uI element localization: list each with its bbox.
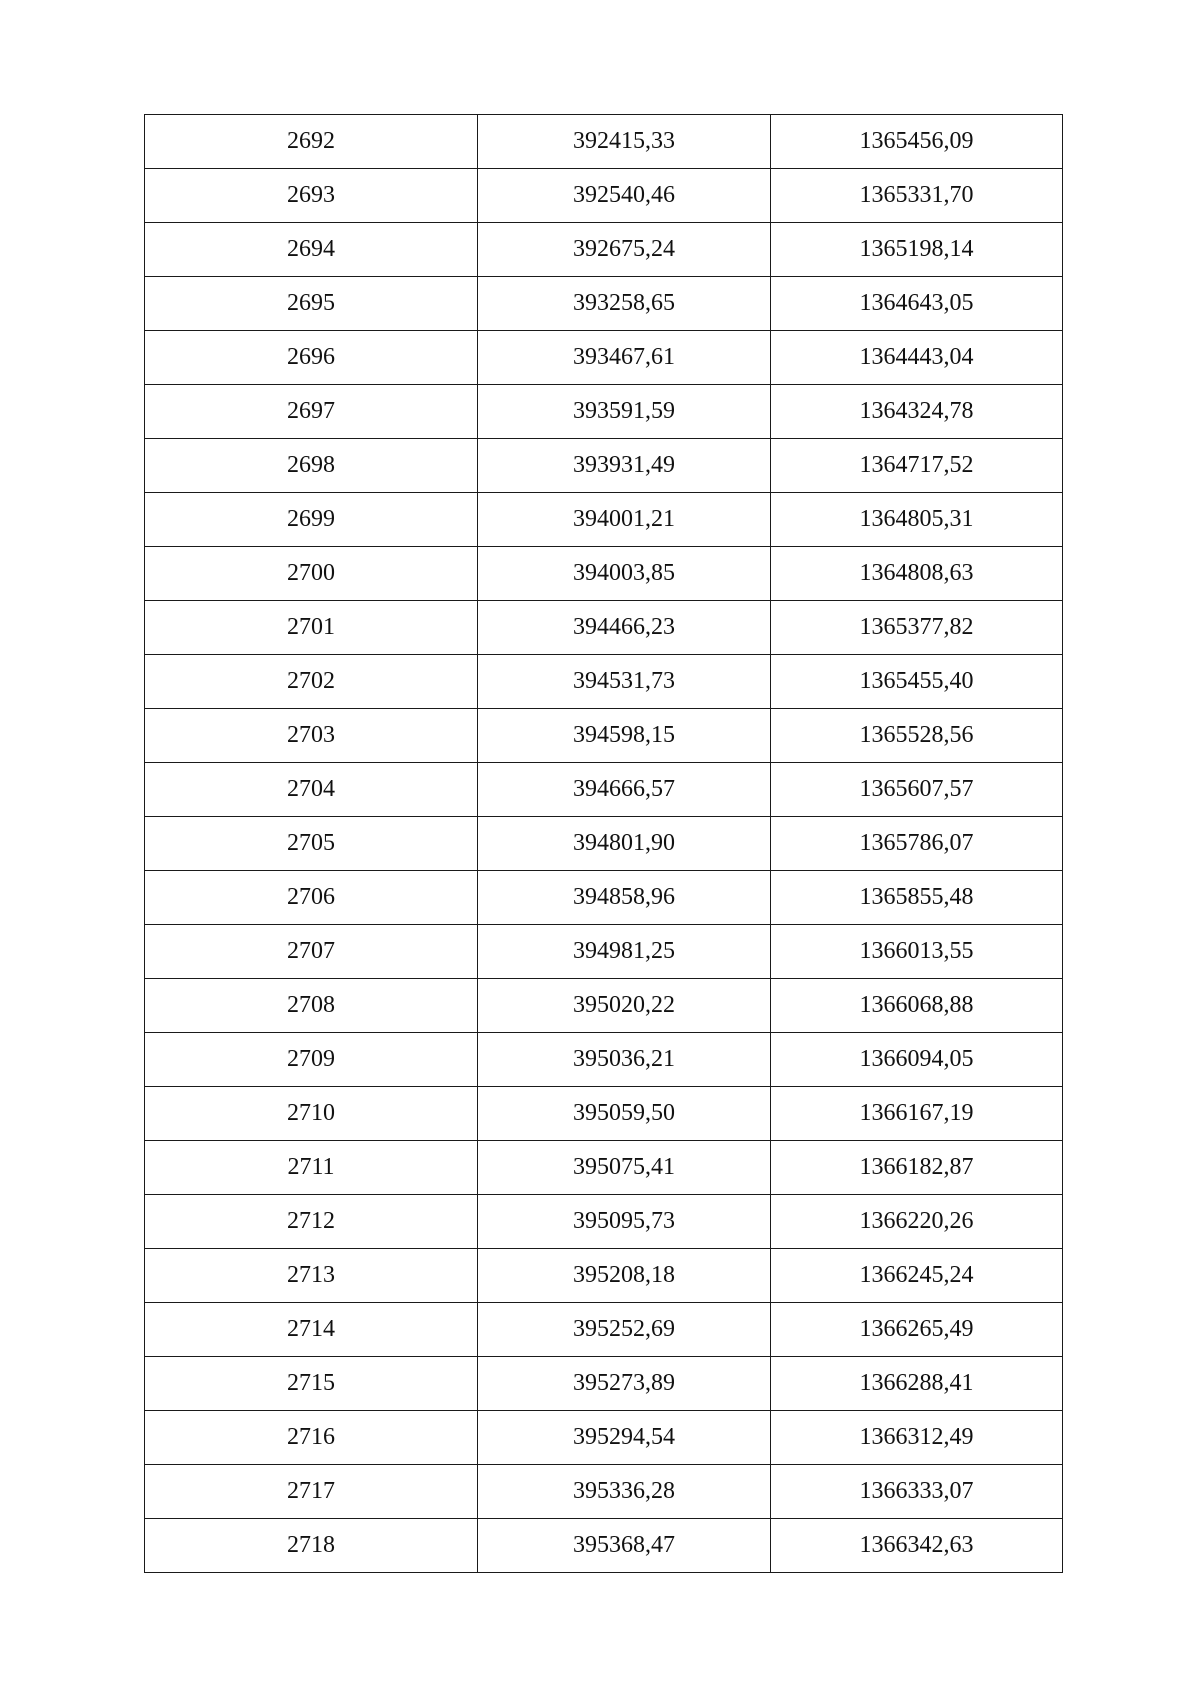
point-number-cell: 2706 <box>145 871 478 925</box>
x-coordinate-cell: 393931,49 <box>478 439 771 493</box>
y-coordinate-cell: 1366245,24 <box>771 1249 1063 1303</box>
table-row <box>145 1357 1063 1411</box>
y-coordinate-cell: 1365786,07 <box>771 817 1063 871</box>
x-coordinate-cell: 392540,46 <box>478 169 771 223</box>
x-coordinate-cell: 395036,21 <box>478 1033 771 1087</box>
x-coordinate-cell: 395075,41 <box>478 1141 771 1195</box>
table-row <box>145 871 1063 925</box>
table-row <box>145 1087 1063 1141</box>
point-number-cell: 2711 <box>145 1141 478 1195</box>
table-row <box>145 547 1063 601</box>
y-coordinate-cell: 1366068,88 <box>771 979 1063 1033</box>
table-row <box>145 709 1063 763</box>
x-coordinate-cell: 393591,59 <box>478 385 771 439</box>
point-number-cell: 2698 <box>145 439 478 493</box>
x-coordinate-cell: 395020,22 <box>478 979 771 1033</box>
table-row <box>145 493 1063 547</box>
table-row <box>145 817 1063 871</box>
y-coordinate-cell: 1364324,78 <box>771 385 1063 439</box>
x-coordinate-cell: 395208,18 <box>478 1249 771 1303</box>
y-coordinate-cell: 1366094,05 <box>771 1033 1063 1087</box>
table-row <box>145 1195 1063 1249</box>
x-coordinate-cell: 394858,96 <box>478 871 771 925</box>
point-number-cell: 2716 <box>145 1411 478 1465</box>
table-row <box>145 439 1063 493</box>
point-number-cell: 2693 <box>145 169 478 223</box>
coordinates-table-body <box>145 115 1063 1573</box>
y-coordinate-cell: 1366182,87 <box>771 1141 1063 1195</box>
x-coordinate-cell: 394466,23 <box>478 601 771 655</box>
x-coordinate-cell: 395273,89 <box>478 1357 771 1411</box>
y-coordinate-cell: 1366167,19 <box>771 1087 1063 1141</box>
point-number-cell: 2710 <box>145 1087 478 1141</box>
point-number-cell: 2697 <box>145 385 478 439</box>
table-row <box>145 1033 1063 1087</box>
x-coordinate-cell: 394801,90 <box>478 817 771 871</box>
x-coordinate-cell: 394666,57 <box>478 763 771 817</box>
point-number-cell: 2694 <box>145 223 478 277</box>
table-row <box>145 223 1063 277</box>
table-row <box>145 385 1063 439</box>
y-coordinate-cell: 1364443,04 <box>771 331 1063 385</box>
point-number-cell: 2708 <box>145 979 478 1033</box>
x-coordinate-cell: 393258,65 <box>478 277 771 331</box>
y-coordinate-cell: 1365331,70 <box>771 169 1063 223</box>
table-row <box>145 1465 1063 1519</box>
x-coordinate-cell: 393467,61 <box>478 331 771 385</box>
point-number-cell: 2714 <box>145 1303 478 1357</box>
y-coordinate-cell: 1366312,49 <box>771 1411 1063 1465</box>
y-coordinate-cell: 1364808,63 <box>771 547 1063 601</box>
y-coordinate-cell: 1364643,05 <box>771 277 1063 331</box>
point-number-cell: 2699 <box>145 493 478 547</box>
point-number-cell: 2702 <box>145 655 478 709</box>
x-coordinate-cell: 395095,73 <box>478 1195 771 1249</box>
y-coordinate-cell: 1364805,31 <box>771 493 1063 547</box>
x-coordinate-cell: 394598,15 <box>478 709 771 763</box>
point-number-cell: 2712 <box>145 1195 478 1249</box>
table-row <box>145 1411 1063 1465</box>
point-number-cell: 2696 <box>145 331 478 385</box>
y-coordinate-cell: 1365855,48 <box>771 871 1063 925</box>
y-coordinate-cell: 1365607,57 <box>771 763 1063 817</box>
point-number-cell: 2709 <box>145 1033 478 1087</box>
x-coordinate-cell: 395252,69 <box>478 1303 771 1357</box>
x-coordinate-cell: 394981,25 <box>478 925 771 979</box>
coordinates-table <box>144 114 1063 1573</box>
table-row <box>145 115 1063 169</box>
x-coordinate-cell: 395059,50 <box>478 1087 771 1141</box>
point-number-cell: 2715 <box>145 1357 478 1411</box>
y-coordinate-cell: 1365377,82 <box>771 601 1063 655</box>
point-number-cell: 2701 <box>145 601 478 655</box>
x-coordinate-cell: 395368,47 <box>478 1519 771 1573</box>
x-coordinate-cell: 394001,21 <box>478 493 771 547</box>
point-number-cell: 2717 <box>145 1465 478 1519</box>
y-coordinate-cell: 1366288,41 <box>771 1357 1063 1411</box>
y-coordinate-cell: 1366342,63 <box>771 1519 1063 1573</box>
point-number-cell: 2700 <box>145 547 478 601</box>
table-row <box>145 979 1063 1033</box>
point-number-cell: 2705 <box>145 817 478 871</box>
y-coordinate-cell: 1365455,40 <box>771 655 1063 709</box>
table-row <box>145 925 1063 979</box>
point-number-cell: 2718 <box>145 1519 478 1573</box>
y-coordinate-cell: 1366220,26 <box>771 1195 1063 1249</box>
table-row <box>145 763 1063 817</box>
table-row <box>145 277 1063 331</box>
x-coordinate-cell: 394003,85 <box>478 547 771 601</box>
table-row <box>145 655 1063 709</box>
table-row <box>145 1303 1063 1357</box>
table-row <box>145 331 1063 385</box>
table-row <box>145 1519 1063 1573</box>
point-number-cell: 2695 <box>145 277 478 331</box>
table-row <box>145 1141 1063 1195</box>
point-number-cell: 2713 <box>145 1249 478 1303</box>
table-row <box>145 1249 1063 1303</box>
table-row <box>145 169 1063 223</box>
point-number-cell: 2707 <box>145 925 478 979</box>
y-coordinate-cell: 1364717,52 <box>771 439 1063 493</box>
table-row <box>145 601 1063 655</box>
y-coordinate-cell: 1366265,49 <box>771 1303 1063 1357</box>
x-coordinate-cell: 392675,24 <box>478 223 771 277</box>
x-coordinate-cell: 395336,28 <box>478 1465 771 1519</box>
point-number-cell: 2704 <box>145 763 478 817</box>
y-coordinate-cell: 1365456,09 <box>771 115 1063 169</box>
y-coordinate-cell: 1366013,55 <box>771 925 1063 979</box>
y-coordinate-cell: 1366333,07 <box>771 1465 1063 1519</box>
x-coordinate-cell: 392415,33 <box>478 115 771 169</box>
x-coordinate-cell: 394531,73 <box>478 655 771 709</box>
point-number-cell: 2692 <box>145 115 478 169</box>
y-coordinate-cell: 1365198,14 <box>771 223 1063 277</box>
y-coordinate-cell: 1365528,56 <box>771 709 1063 763</box>
point-number-cell: 2703 <box>145 709 478 763</box>
x-coordinate-cell: 395294,54 <box>478 1411 771 1465</box>
